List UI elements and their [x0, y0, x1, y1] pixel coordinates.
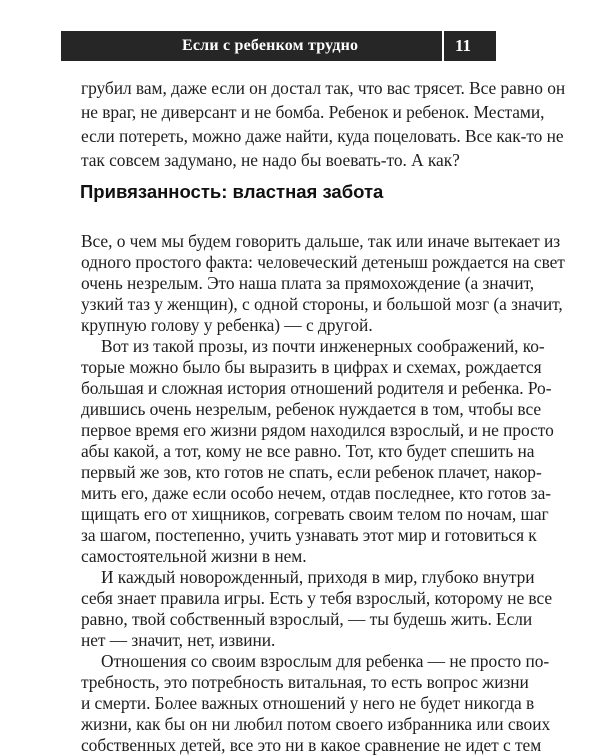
text-line: Вот из такой прозы, из почти инженерных соображений, ко- [101, 336, 545, 356]
text-line: собственных детей, все это ни в какое сравнение не идет с тем [81, 735, 542, 755]
text-line: одного простого факта: человеческий детеныш рождается на свет [81, 252, 565, 272]
text-line: грубил вам, даже если он достал так, что вас трясет. Все равно он [81, 78, 566, 98]
text-line: и смерти. Более важных отношений у него не будет никогда в [81, 693, 535, 713]
text-line: щищать его от хищников, согревать своим телом по ночам, шаг [81, 504, 549, 524]
text-line: за шагом, постепенно, учить узнавать этот мир и готовиться к [81, 525, 537, 545]
text-line: абы какой, а тот, кому не все равно. Тот, кто будет спешить на [81, 441, 535, 461]
text-line: крупную голову у ребенка) — с другой. [81, 315, 373, 335]
text-line: Все, о чем мы будем говорить дальше, так или иначе вытекает из [81, 231, 561, 251]
header-divider [442, 31, 444, 61]
text-line: большая и сложная история отношений родителя и ребенка. Ро- [81, 378, 552, 398]
text-line: И каждый новорожденный, приходя в мир, глубоко внутри [101, 567, 535, 587]
text-line: себя знает правила игры. Есть у тебя взрослый, которому не все [81, 588, 553, 608]
text-line: если потереть, можно даже найти, куда поцеловать. Все как-то не [81, 126, 564, 146]
text-line: первый же зов, кто готов не спать, если ребенок плачет, накор- [81, 462, 542, 482]
text-line: так совсем задумано, не надо бы воевать-то. А как? [81, 150, 460, 170]
text-line: требность, это потребность витальная, то есть вопрос жизни [81, 672, 529, 692]
page-number: 11 [455, 36, 472, 55]
text-line: узкий таз у женщин), с одной стороны, и большой мозг (а значит, [81, 294, 563, 314]
text-line: самостоятельной жизни в нем. [81, 546, 307, 566]
running-header-title: Если с ребенком трудно [182, 37, 359, 54]
text-line: торые можно было бы выразить в цифрах и схемах, рождается [81, 357, 542, 377]
text-line: дившись очень незрелым, ребенок нуждается в том, чтобы все [81, 399, 541, 419]
text-line: не враг, не диверсант и не бомба. Ребенок и ребенок. Местами, [81, 102, 545, 122]
section-heading: Привязанность: властная забота [80, 181, 384, 202]
text-line: жизни, как бы он ни любил потом своего избранника или своих [81, 714, 551, 734]
text-line: Отношения со своим взрослым для ребенка — не просто по- [101, 651, 550, 671]
text-line: первое время его жизни рядом находился взрослый, и не просто [81, 420, 554, 440]
text-line: мить его, даже если особо нечем, отдав последнее, кто готов за- [81, 483, 552, 503]
text-line: нет — значит, нет, извини. [81, 630, 276, 650]
text-line: очень незрелым. Это наша плата за прямохождение (а значит, [81, 273, 534, 293]
text-line: равно, твой собственный взрослый, — ты будешь жить. Если [81, 609, 533, 629]
